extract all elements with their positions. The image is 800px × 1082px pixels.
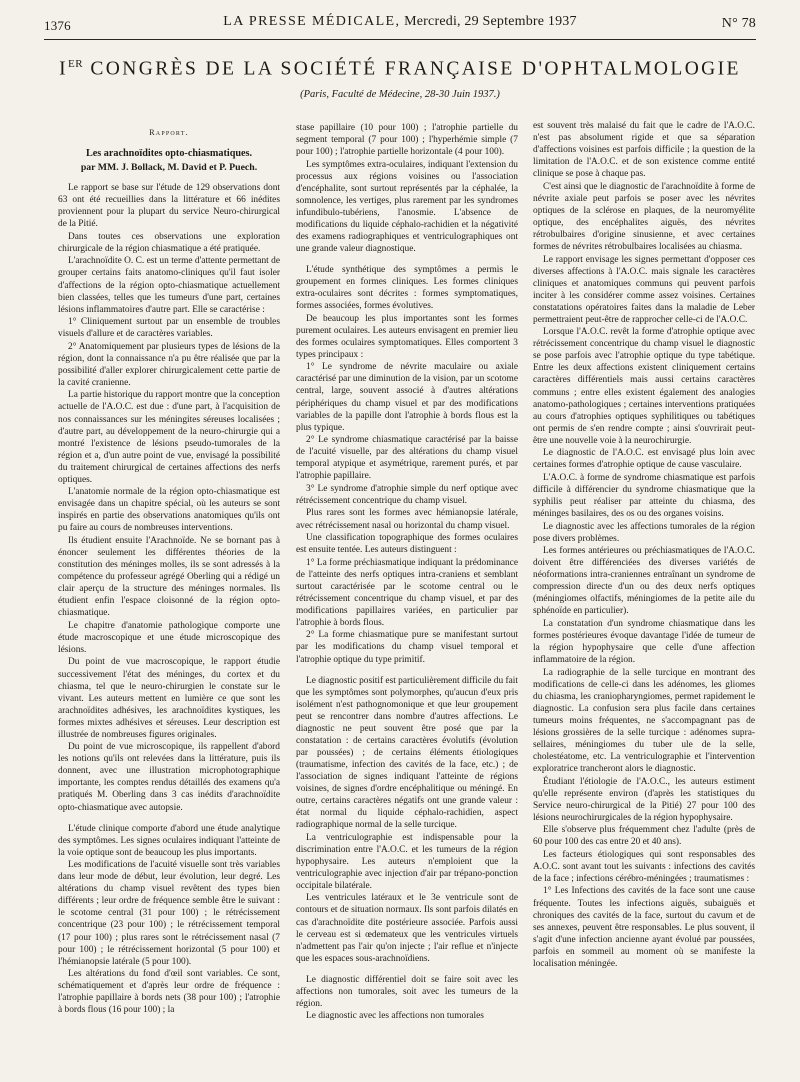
article-authors: par MM. J. Bollack, M. David et P. Puech. — [80, 162, 258, 174]
text-column-2 — [296, 122, 518, 1072]
paragraph: C'est ainsi que le diagnostic de l'arachnoïdite à forme de névrite axiale peut parfois se poser avec les névrites optiques de la sclérose en plaques, de la neuromyélite optique, des encéphalites aiguës, des névrites rétrobulbaires d'origine sinusienne, et avec certaines formes de névrites rétrobulbaires localisées au chiasma. — [533, 181, 755, 252]
congress-title — [40, 58, 760, 81]
text-column-3 — [533, 120, 755, 1070]
paragraph: Lorsque l'A.O.C. revêt la forme d'atrophie optique avec rétrécissement concentrique du champ visuel le diagnostic se pose parfois avec l'atrophie optique du type tabétique. Entre les deux affections existent cliniquement certains caractères différentiels mais aussi certains caractères communs ; entre elles existent également des analogies anatomo-pathologiques ; certaines interventions pratiquées au cours d'atrophies optiques syphilitiques ou tabétiques ont permis de s'en rendre compte ; ainsi s'ouvrirait peut-être une nouvelle voie à la neurochirurgie. — [533, 327, 755, 446]
section-label: Rapport. — [149, 128, 189, 137]
paragraph: La radiographie de la selle turcique en montrant des modifications de celle-ci dans les adénomes, les gliomes du chiasma, les craniopharyngiomes, permet rapidement le diagnostic. La confusion sera plus facile dans certaines tumeurs moins fréquentes, ne s'accompagnant pas de lésions grossières de la selle turcique : adénomes supra-sellaires, méningiomes du tuber ule de la selle, cholestéatome, etc. La ventriculographie et l'intervention exploratrice trancheront alors le diagnostic. — [533, 667, 755, 774]
paragraph: stase papillaire (10 pour 100) ; l'atrophie partielle du segment temporal (7 pour 100) ; l'hyperhémie simple (7 pour 100) ; l'atrophie partielle horizontale (4 pour 100). — [296, 123, 518, 158]
paragraph: Les facteurs étiologiques qui sont responsables des A.O.C. sont avant tout les suivants : infections des cavités de la face ; infections cérébro-méningées ; traumatismes : — [533, 849, 755, 884]
paragraph: 1° Le syndrome de névrite maculaire ou axiale caractérisé par une diminution de la vision, par un scotome central, large, souvent associé à d'autres altérations périphériques du champ visuel et par des modifications variables de la papille dont l'atrophie à bords flous est la plus typique. — [296, 362, 518, 433]
title-ordinal-suffix: ER — [68, 58, 84, 70]
paragraph: La ventriculographie est indispensable pour la discrimination entre l'A.O.C. et les tumeurs de la région hypophysaire. Les auteurs n'emploient que la ventriculographie avec injection d'air par trépano-ponction occipitale bilatérale. — [296, 832, 518, 891]
issue-date: Mercredi, 29 Septembre 1937 — [404, 14, 577, 29]
paragraph: Une classification topographique des formes oculaires est ensuite tentée. Les auteurs distinguent : — [296, 533, 518, 556]
paragraph: Plus rares sont les formes avec hémianopsie latérale, avec rétrécissement nasal ou horizontal du champ visuel. — [296, 508, 518, 531]
paragraph: Le rapport envisage les signes permettant d'opposer ces diverses affections à l'A.O.C. mais signale les caractères cliniques et anatomiques communs qui peuvent parfois inciter à les considérer comme assez voisines. Certaines constatations opératoires faites dans la maladie de Leber permettraient peut-être de rapprocher celle-ci de l'A.O.C. — [533, 254, 755, 325]
header-rule — [44, 39, 756, 40]
paragraph: L'arachnoïdite O. C. est un terme d'attente permettant de grouper certains faits anatomo-cliniques qu'il faut isoler d'affections de la région opto-chiasmatique actuellement bien classées, telles que les tumeurs d'une part, certaines lésions inflammatoires d'autre part. Elle se caractérise : — [58, 256, 280, 315]
paragraph: L'anatomie normale de la région opto-chiasmatique est envisagée dans un chapitre spécial, où les auteurs se sont inspirés en partie des observations anatomiques qu'ils ont pu faire au cours de nombreuses interventions. — [58, 487, 280, 534]
paragraph: 3° Le syndrome d'atrophie simple du nerf optique avec rétrécissement concentrique du champ visuel. — [296, 483, 518, 506]
congress-subtitle: (Paris, Faculté de Médecine, 28-30 Juin 1937.) — [300, 89, 500, 100]
text-column-1 — [58, 122, 280, 1072]
paragraph: Le diagnostic avec les affections tumorales de la région pose divers problèmes. — [533, 521, 755, 544]
paragraph: 1° Cliniquement surtout par un ensemble de troubles visuels d'allure et de caractères variables. — [58, 317, 280, 340]
paragraph: Le chapitre d'anatomie pathologique comporte une étude macroscopique et une étude microscopique des lésions. — [58, 620, 280, 655]
paragraph: Les altérations du fond d'œil sont variables. Ce sont, schématiquement et d'après leur ordre de fréquence : l'atrophie papillaire à bords nets (38 pour 100) ; l'atrophie à bords flous (16 pour 100) ; la — [58, 969, 280, 1016]
page-number: 1376 — [44, 18, 71, 33]
paragraph: 2° Anatomiquement par plusieurs types de lésions de la région, dont la connaissance n'a pu être réalisée que par la possibilité d'aller explorer chirurgicalement cette partie de la cavité cranienne. — [58, 341, 280, 388]
paragraph: Du point de vue microscopique, ils rappellent d'abord les notions qu'ils ont relevées dans la littérature, puis ils donnent, avec une illustration microphotographique importante, les comptes rendus détaillés des examens qu'a pratiqués M. Oberling dans 3 cas inédits d'arachnoïdite opto-chiasmatique avec autopsie. — [58, 742, 280, 813]
paragraph: La partie historique du rapport montre que la conception actuelle de l'A.O.C. est due : d'une part, à l'acquisition de nos connaissances sur les méningites séreuses localisées ; d'autre part, au développement de la neuro-chirurgie qui a montré l'existence de lésions pseudo-tumorales de la région et a, d'un autre point de vue, envisagé la possibilité du traitement chirurgical de certaines affections des nerfs optiques. — [58, 390, 280, 485]
title-ordinal: I — [59, 58, 69, 80]
paragraph: 1° Les Infections des cavités de la face sont une cause fréquente. Toutes les infections aiguës, subaiguës et chroniques des cavités de la face, surtout du cavum et de ses annexes, peuvent être responsables. Le plus souvent, il s'agit d'une infection ancienne ayant évolué par poussées, parfois en sommeil au moment où se manifeste la localisation méningée. — [533, 886, 755, 969]
paragraph: Les ventricules latéraux et le 3e ventricule sont de contours et de situation normaux. Ils sont parfois dilatés en cas d'arachnoïdite dite postérieure associée. Parfois aussi le cerveau est si œdemateux que les ventricules virtuels n'admettent pas l'air qu'on injecte ; l'air reflue et n'injecte que les espaces sous-arachnoïdiens. — [296, 893, 518, 964]
paragraph: 1° La forme préchiasmatique indiquant la prédominance de l'atteinte des nerfs optiques intra-craniens et semblant surtout caractérisée par le scotome central ou le rétrécissement concentrique du champ visuel, et par des modifications papillaires variées, en particulier par l'atrophie à bords flous. — [296, 557, 518, 628]
paragraph: Les formes antérieures ou préchiasmatiques de l'A.O.C. doivent être différenciées des diverses variétés de néoformations intra-craniennes entraînant un syndrome de compression directe d'un ou des deux nerfs optiques (méningiomes olfactifs, méningiomes de la petite aile du sphénoïde en particulier). — [533, 546, 755, 617]
paragraph: est souvent très malaisé du fait que le cadre de l'A.O.C. n'est pas absolument rigide et que sa séparation d'affections voisines est parfois difficile ; la question de la limitation de l'A.O.C. et de son existence comme entité clinique se pose à chaque pas. — [533, 121, 755, 180]
paragraph: Les modifications de l'acuité visuelle sont très variables dans leur mode de début, leur évolution, leur degré. Les altérations du champ visuel revêtent des types bien différents ; leur ordre de fréquence semble être le suivant : le scotome central (31 pour 100) ; le rétrécissement concentrique (23 pour 100) ; le rétrécissement temporal (17 pour 100) ; plus rares sont le rétrécissement nasal (7 pour 100) ; le rétrécissement horizontal (5 pour 100) et l'hémianopsie latérale (5 pour 100). — [58, 860, 280, 967]
article-heading: Les arachnoïdites opto-chiasmatiques. — [85, 148, 253, 160]
running-head-center — [44, 14, 756, 30]
paragraph: L'étude clinique comporte d'abord une étude analytique des symptômes. Les signes oculaires indiquant l'atteinte de la voie optique sont de beaucoup les plus importants. — [58, 823, 280, 858]
running-head — [44, 14, 756, 36]
paragraph: 2° Le syndrome chiasmatique caractérisé par la baisse de l'acuité visuelle, par des altérations du champ visuel temporal atypique et asymétrique, rarement purés, et par l'atrophie papillaire. — [296, 435, 518, 482]
publication-name: LA PRESSE MÉDICALE, — [223, 14, 401, 29]
paragraph: L'étude synthétique des symptômes a permis le groupement en formes cliniques. Les formes cliniques extra-oculaires sont décrites : formes symptomatiques, formes associées, formes évolutives. — [296, 265, 518, 312]
paragraph: De beaucoup les plus importantes sont les formes purement oculaires. Les auteurs envisagent en premier lieu des formes oculaires symptomatiques. Elles comportent 3 types principaux : — [296, 313, 518, 360]
paragraph: Elle s'observe plus fréquemment chez l'adulte (près de 60 pour 100 des cas entre 20 et 40 ans). — [533, 825, 755, 848]
paragraph: Le diagnostic différentiel doit se faire soit avec les affections non tumorales, soit avec les tumeurs de la région. — [296, 974, 518, 1009]
paragraph: Ils étudient ensuite l'Arachnoïde. Ne se bornant pas à énoncer seulement les différentes théories de la constitution des méninges molles, ils se sont adressés à la compétence du professeur agrégé Oberling qui a rédigé un clair aperçu de la structure des méninges normales. Ils étudient enfin l'espace cloisonné de la région opto-chiasmatique. — [58, 536, 280, 619]
paragraph: Le rapport se base sur l'étude de 129 observations dont 63 ont été recueillies dans la littérature et 66 inédites proviennent pour la plupart du service Neuro-chirurgical de la Pitié. — [58, 183, 280, 230]
paragraph: Les symptômes extra-oculaires, indiquant l'extension du processus aux régions voisines ou l'association d'encéphalite, sont surtout représentés par la céphalée, la somnolence, les vertiges, plus rarement par les syndromes infundibulo-tubériens, l'anosmie. L'absence de modifications du liquide céphalo-rachidien et la négativité des examens radiographiques et ventriculographiques ont une grande valeur diagnostique. — [296, 159, 518, 254]
paragraph: Le diagnostic de l'A.O.C. est envisagé plus loin avec certaines formes d'atrophie optique de cause vasculaire. — [533, 448, 755, 471]
paragraph: Le diagnostic avec les affections non tumorales — [306, 1011, 484, 1022]
paragraph: Étudiant l'étiologie de l'A.O.C., les auteurs estiment qu'elle représente environ (d'après les statistiques du Service neuro-chirurgical de la Pitié) 27 pour 100 des lésions neurochirurgicales de la région hypophysaire. — [533, 776, 755, 823]
paragraph: Le diagnostic positif est particulièrement difficile du fait que les symptômes sont polymorphes, qu'aucun d'eux pris isolément n'est pathognomonique et que leur groupement peut se rencontrer dans nombre d'autres affections. Le diagnostic ne peut souvent être posé que par la constatation : de certains caractères évolutifs (évolution par poussées) ; de certains éléments étiologiques (traumatisme, infection des cavités de la face, etc.) ; de l'association de signes indiquant l'atteinte de régions voisines, de signes d'ordre encéphalitique ou méningé. En outre, certains caractères négatifs ont une grande valeur : état normal du liquide céphalo-rachidien, aspect radiographique normal de la selle turcique. — [296, 675, 518, 831]
paragraph: La constatation d'un syndrome chiasmatique dans les formes postérieures évoque davantage l'idée de tumeur de la région hypophysaire que celle d'une affection inflammatoire de la région. — [533, 618, 755, 666]
paragraph: L'A.O.C. à forme de syndrome chiasmatique est parfois difficile à différencier du syndrome chiasmatique que la syphilis peut réaliser par atteinte du chiasma, des méninges basilaires, des os ou des organes voisins. — [533, 472, 755, 519]
title-text: CONGRÈS DE LA SOCIÉTÉ FRANÇAISE D'OPHTALMOLOGIE — [90, 58, 741, 80]
paragraph: 2° La forme chiasmatique pure se manifestant surtout par les modifications du champ visuel temporal et l'atrophie optique du type primitif. — [296, 630, 518, 665]
issue-number: N° 78 — [721, 16, 756, 31]
paragraph: Dans toutes ces observations une exploration chirurgicale de la région chiasmatique a été pratiquée. — [58, 231, 280, 254]
paragraph: Du point de vue macroscopique, le rapport étudie successivement l'état des méninges, du cortex et du chiasma, tel que le neuro-chirurgien le constate sur le vivant. Les auteurs mettent en lumière ce que sont les arachnoïdites adhésives, les arachnoïdites kystiques, les formes mixtes adhésives et séreuses. Leur description est illustrée de nombreuses figures originales. — [58, 657, 280, 740]
